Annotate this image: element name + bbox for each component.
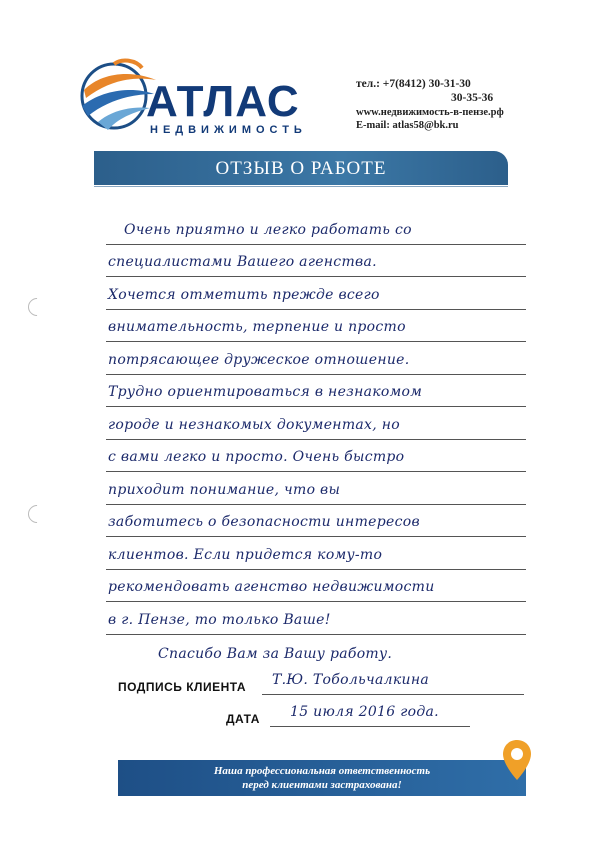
location-pin-icon xyxy=(500,738,534,782)
ruled-line xyxy=(106,406,526,407)
phone-primary: тел.: +7(8412) 30-31-30 xyxy=(356,78,471,90)
review-line: Очень приятно и легко работать со xyxy=(124,222,412,238)
title-banner xyxy=(94,151,508,185)
brand-name: АТЛАС xyxy=(146,77,300,126)
review-line: потрясающее дружеское отношение. xyxy=(108,352,410,368)
signature-label: ПОДПИСЬ КЛИЕНТА xyxy=(118,680,247,694)
ruled-line xyxy=(106,569,526,570)
footer-line-1: Наша профессиональная ответственность xyxy=(213,765,431,777)
ruled-line xyxy=(106,244,526,245)
ruled-line xyxy=(106,536,526,537)
review-line: клиентов. Если придется кому-то xyxy=(108,547,383,563)
ruled-line xyxy=(106,374,526,375)
ruled-line xyxy=(106,341,526,342)
review-line: заботитесь о безопасности интересов xyxy=(108,514,420,530)
divider xyxy=(94,186,508,187)
review-line: специалистами Вашего агенства. xyxy=(108,254,377,270)
ruled-line xyxy=(106,276,526,277)
date-value: 15 июля 2016 года. xyxy=(290,704,439,720)
date-label: ДАТА xyxy=(226,712,260,726)
ruled-line xyxy=(106,601,526,602)
page-title: ОТЗЫВ О РАБОТЕ xyxy=(215,158,387,179)
punch-hole-mark xyxy=(24,501,49,526)
review-line: внимательность, терпение и просто xyxy=(108,319,406,335)
review-line: Хочется отметить прежде всего xyxy=(108,287,380,303)
review-line: приходит понимание, что вы xyxy=(108,482,341,498)
website-link[interactable]: www.недвижимость-в-пензе.рф xyxy=(356,106,504,118)
signature-value: Т.Ю. Тобольчалкина xyxy=(272,672,429,688)
review-line: городе и незнакомых документах, но xyxy=(108,417,400,433)
ruled-line xyxy=(106,439,526,440)
punch-hole-mark xyxy=(24,294,49,319)
ruled-line xyxy=(106,309,526,310)
footer-line-2: перед клиентами застрахована! xyxy=(242,779,402,792)
footer-text xyxy=(118,764,526,793)
email-link[interactable]: E-mail: atlas58@bk.ru xyxy=(356,119,459,131)
contact-block xyxy=(356,77,528,132)
review-line: рекомендовать агенство недвижимости xyxy=(108,579,435,595)
date-line xyxy=(270,726,470,727)
brand-subtitle: НЕДВИЖИМОСТЬ xyxy=(150,124,307,136)
ruled-line xyxy=(106,634,526,635)
ruled-line xyxy=(106,504,526,505)
ruled-line xyxy=(106,471,526,472)
signature-line xyxy=(262,694,524,695)
phone-secondary: 30-35-36 xyxy=(451,92,494,105)
review-line: с вами легко и просто. Очень быстро xyxy=(108,449,405,465)
footer-banner xyxy=(118,760,526,796)
review-line: Трудно ориентироваться в незнакомом xyxy=(108,384,423,400)
review-line: в г. Пензе, то только Ваше! xyxy=(108,612,331,628)
review-line: Спасибо Вам за Вашу работу. xyxy=(158,646,393,662)
